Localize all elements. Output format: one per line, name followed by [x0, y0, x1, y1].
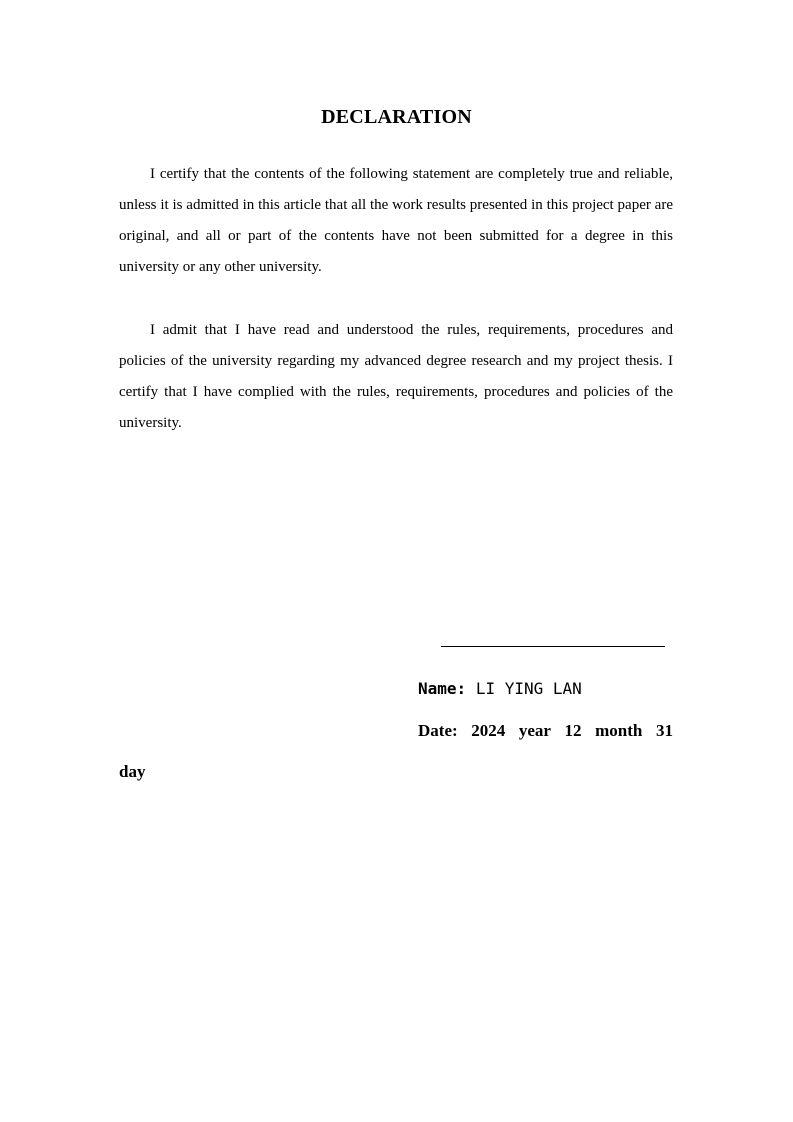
page-title: DECLARATION	[321, 106, 472, 128]
date-month-word: month	[595, 721, 643, 740]
compliance-paragraph: I admit that I have read and understood the rules, requirements, procedures and policies of the university regarding my advanced degree research and my project thesis. I certify that I have complied with the rules, requirements, procedures and policies of the university.	[119, 322, 673, 431]
date-year-value: 2024	[471, 721, 506, 740]
date-day-word: day	[119, 762, 146, 781]
name-label: Name:	[418, 679, 467, 698]
certification-paragraph: I certify that the contents of the following statement are completely true and reliable, unless it is admitted in this article that all the work results presented in this project paper are original, and all or part of the contents have not been submitted for a degree in this university or any other university.	[119, 166, 673, 275]
date-month-value: 12	[564, 721, 582, 740]
date-year-word: year	[518, 721, 551, 740]
date-label: Date:	[418, 721, 458, 740]
signature-name	[418, 677, 582, 701]
date-day-value: 31	[655, 721, 673, 740]
signature-line	[441, 646, 665, 647]
signature-date	[418, 718, 673, 744]
name-value: LI YING LAN	[475, 679, 582, 698]
